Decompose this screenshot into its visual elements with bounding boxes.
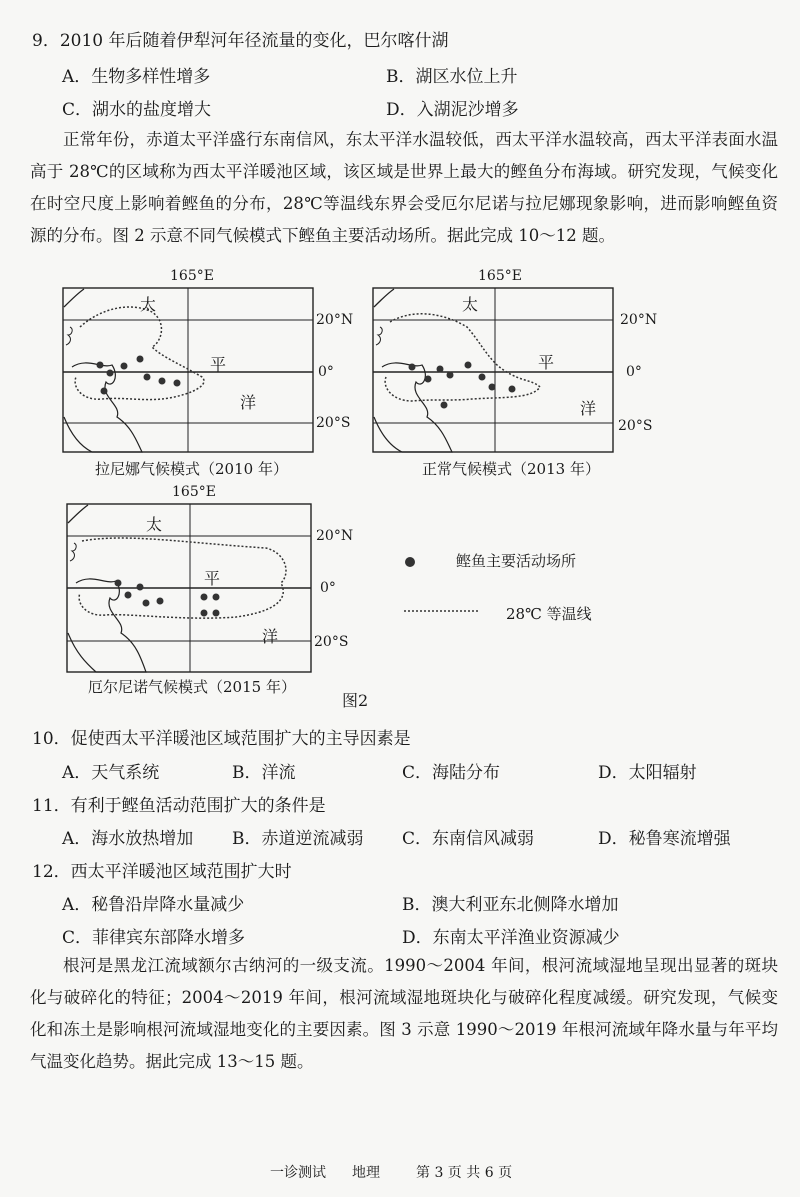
- q12-option-b: B．澳大利亚东北侧降水增加: [402, 895, 619, 915]
- q11-stem: 11．有利于鲣鱼活动范围扩大的条件是: [32, 796, 326, 816]
- q12-option-a: A．秘鲁沿岸降水量减少: [62, 895, 245, 915]
- map2-lon-label: 165°E: [478, 268, 522, 284]
- map2-ocean-char-1: 太: [462, 295, 479, 314]
- footer-exam: 一诊测试: [270, 1165, 326, 1181]
- q11-option-b: B．赤道逆流减弱: [232, 829, 364, 849]
- q9-option-b: B．湖区水位上升: [386, 67, 518, 87]
- map2-lat-20n: 20°N: [620, 312, 658, 328]
- q9-stem: 9．2010 年后随着伊犁河年径流量的变化，巴尔喀什湖: [32, 31, 449, 51]
- legend-dot-label: 鲣鱼主要活动场所: [456, 552, 577, 570]
- map-normal: [372, 287, 614, 453]
- q11-option-d: D．秘鲁寒流增强: [598, 829, 731, 849]
- map3-ocean-char-3: 洋: [262, 627, 279, 646]
- q9-option-c: C．湖水的盐度增大: [62, 100, 212, 120]
- map1-lat-20s: 20°S: [316, 415, 351, 431]
- map2-caption: 正常气候模式（2013 年）: [422, 460, 600, 478]
- map3-lat-20n: 20°N: [316, 528, 354, 544]
- map3-caption: 厄尔尼诺气候模式（2015 年）: [88, 678, 296, 696]
- map3-ocean-char-2: 平: [204, 569, 221, 588]
- q9-option-a: A．生物多样性增多: [62, 67, 211, 87]
- map-el-nino: [66, 503, 312, 673]
- legend-line-label: 28℃ 等温线: [506, 605, 592, 623]
- map1-lon-label: 165°E: [170, 268, 214, 284]
- q10-option-a: A．天气系统: [62, 763, 160, 783]
- legend-dot-icon: [400, 552, 420, 572]
- q11-option-a: A．海水放热增加: [62, 829, 194, 849]
- map3-lat-0: 0°: [320, 580, 336, 596]
- map3-ocean-char-1: 太: [146, 515, 163, 534]
- map1-lat-0: 0°: [318, 364, 334, 380]
- passage-warm-pool: 正常年份，赤道太平洋盛行东南信风，东太平洋水温较低，西太平洋水温较高，西太平洋表面水温高于 28℃的区域称为西太平洋暖池区域，该区域是世界上最大的鲣鱼分布海域。研究发现，气候变化在时空尺度上影响着鲣鱼的分布，28℃等温线东界会受厄尔尼诺与拉尼娜现象影响，进而影响鲣鱼资源的分布。图 2 示意不同气候模式下鲣鱼主要活动场所。据此完成 10～12 题。: [30, 130, 778, 245]
- q9-option-d: D．入湖泥沙增多: [386, 100, 519, 120]
- passage-genhe-river: 根河是黑龙江流域额尔古纳河的一级支流。1990～2004 年间，根河流域湿地呈现出显著的斑块化与破碎化的特征；2004～2019 年间，根河流域湿地斑块化与破碎化程度减缓。研究发现，气候变化和冻土是影响根河流域湿地变化的主要因素。图 3 示意 1990～2019 年根河流域年降水量与年平均气温变化趋势。据此完成 13～15 题。: [30, 956, 778, 1071]
- map1-caption: 拉尼娜气候模式（2010 年）: [95, 460, 288, 478]
- map1-ocean-char-2: 平: [210, 355, 227, 374]
- figure-label: 图2: [342, 691, 369, 710]
- map3-lat-20s: 20°S: [314, 634, 349, 650]
- q10-option-b: B．洋流: [232, 763, 296, 783]
- map1-lat-20n: 20°N: [316, 312, 354, 328]
- map2-ocean-char-3: 洋: [580, 399, 597, 418]
- legend-dashed-line-icon: [404, 608, 480, 614]
- q12-option-d: D．东南太平洋渔业资源减少: [402, 928, 620, 948]
- q12-stem: 12．西太平洋暖池区域范围扩大时: [32, 862, 292, 882]
- q10-stem: 10．促使西太平洋暖池区域范围扩大的主导因素是: [32, 729, 411, 749]
- map1-ocean-char-3: 洋: [240, 393, 257, 412]
- map3-lon-label: 165°E: [172, 484, 216, 500]
- footer-page-number: 第 3 页 共 6 页: [416, 1165, 513, 1181]
- map1-ocean-char-1: 太: [140, 295, 157, 314]
- map2-lat-20s: 20°S: [618, 418, 653, 434]
- map1-fish-dots: [97, 356, 181, 395]
- q12-option-c: C．菲律宾东部降水增多: [62, 928, 246, 948]
- footer-subject: 地理: [352, 1165, 380, 1181]
- q10-option-d: D．太阳辐射: [598, 763, 697, 783]
- map-la-nina: [62, 287, 314, 453]
- q11-option-c: C．东南信风减弱: [402, 829, 535, 849]
- map2-ocean-char-2: 平: [538, 353, 555, 372]
- q10-option-c: C．海陆分布: [402, 763, 501, 783]
- map2-lat-0: 0°: [626, 364, 642, 380]
